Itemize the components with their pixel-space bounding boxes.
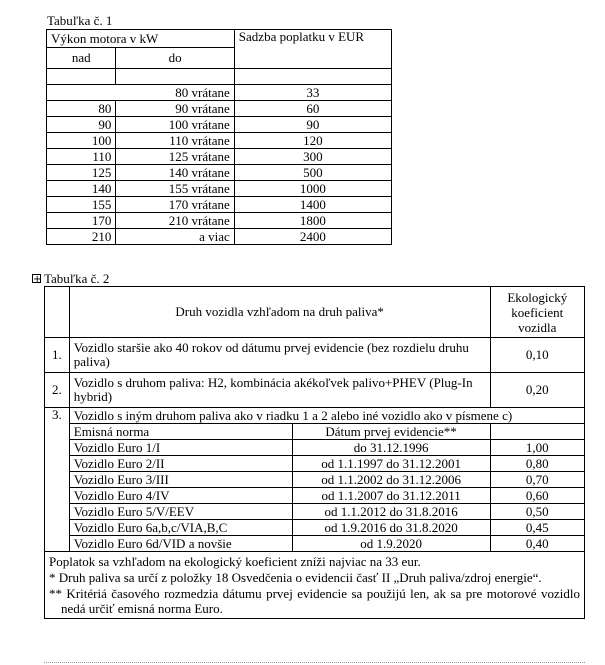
table2-row-num: 2. bbox=[45, 373, 70, 408]
table2-subrow bbox=[45, 520, 585, 536]
table2-subheader-row bbox=[45, 424, 585, 440]
table1-from-cell: 110 bbox=[47, 149, 116, 165]
table2-row-coef: 0,20 bbox=[490, 373, 584, 408]
table2-subrow-coef: 0,70 bbox=[490, 472, 584, 488]
table1-row bbox=[47, 213, 392, 229]
table1-gap-cell bbox=[234, 69, 391, 85]
table2-row-num: 3. bbox=[45, 408, 70, 552]
table2-subrow-coef: 0,60 bbox=[490, 488, 584, 504]
table2-subrow bbox=[45, 440, 585, 456]
table2-footnotes-row bbox=[45, 552, 585, 619]
table1-rate-cell: 33 bbox=[234, 85, 391, 101]
table2-subrow-norm: Vozidlo Euro 2/II bbox=[69, 456, 292, 472]
dotted-divider bbox=[44, 662, 585, 664]
footnote-main: Poplatok sa vzhľadom na ekologický koeficient zníži najviac na 33 eur. bbox=[49, 554, 421, 569]
table1-from-cell: 210 bbox=[47, 229, 116, 245]
table1-header-rate: Sadzba poplatku v EUR bbox=[234, 30, 391, 69]
table1-from-cell: 155 bbox=[47, 197, 116, 213]
table1-from-cell: 125 bbox=[47, 165, 116, 181]
table1-header-from: nad bbox=[47, 48, 116, 69]
table1-row bbox=[47, 181, 392, 197]
table1-rate-cell: 60 bbox=[234, 101, 391, 117]
table1-to-cell: 80 vrátane bbox=[47, 85, 235, 101]
table2-subrow bbox=[45, 456, 585, 472]
table1-row bbox=[47, 101, 392, 117]
table2-subrow-coef: 0,50 bbox=[490, 504, 584, 520]
table1-from-cell: 100 bbox=[47, 133, 116, 149]
table2-subrow-norm: Vozidlo Euro 3/III bbox=[69, 472, 292, 488]
table1-rate-cell: 1000 bbox=[234, 181, 391, 197]
table1-row bbox=[47, 197, 392, 213]
table2-subheader-norm: Emisná norma bbox=[69, 424, 292, 440]
table1-to-cell: 155 vrátane bbox=[116, 181, 234, 197]
table2-subheader-date: Dátum prvej evidencie** bbox=[292, 424, 490, 440]
table1-gap-cell bbox=[116, 69, 234, 85]
table1-row bbox=[47, 149, 392, 165]
table2-row-num: 1. bbox=[45, 338, 70, 373]
table1-to-cell: 90 vrátane bbox=[116, 101, 234, 117]
table-expand-icon[interactable]: + bbox=[33, 274, 42, 285]
table2-subrow-date: od 1.1.2002 do 31.12.2006 bbox=[292, 472, 490, 488]
table2-row-text: Vozidlo staršie ako 40 rokov od dátumu prvej evidencie (bez rozdielu druhu paliva) bbox=[69, 338, 490, 373]
table1-rate-cell: 500 bbox=[234, 165, 391, 181]
table2-subrow-date: od 1.1.1997 do 31.12.2001 bbox=[292, 456, 490, 472]
table2-header-type: Druh vozidla vzhľadom na druh paliva* bbox=[69, 287, 490, 338]
table1-row bbox=[47, 165, 392, 181]
table2-subrow-date: od 1.9.2016 do 31.8.2020 bbox=[292, 520, 490, 536]
table1-row bbox=[47, 133, 392, 149]
table2-row bbox=[45, 338, 585, 373]
table2-subrow-date: od 1.1.2012 do 31.8.2016 bbox=[292, 504, 490, 520]
table1-to-cell: 170 vrátane bbox=[116, 197, 234, 213]
table2-subrow-norm: Vozidlo Euro 1/I bbox=[69, 440, 292, 456]
table2-subrow-norm: Vozidlo Euro 4/IV bbox=[69, 488, 292, 504]
table1-from-cell: 140 bbox=[47, 181, 116, 197]
table2-subrow-norm: Vozidlo Euro 6a,b,c/VIA,B,C bbox=[69, 520, 292, 536]
table2-subrow bbox=[45, 536, 585, 552]
table2-subrow-date: do 31.12.1996 bbox=[292, 440, 490, 456]
table2-subrow bbox=[45, 504, 585, 520]
footnote-doublestar: ** Kritériá časového rozmedzia dátumu prvej evidencie sa použijú len, ak sa pre motorové vozidlo nedá určiť emisná norma Euro. bbox=[49, 586, 580, 616]
table2-row-text: Vozidlo s iným druhom paliva ako v riadku 1 a 2 alebo iné vozidlo ako v písmene c) bbox=[69, 408, 584, 424]
table2-subrow-date: od 1.1.2007 do 31.12.2011 bbox=[292, 488, 490, 504]
table1-from-cell: 90 bbox=[47, 117, 116, 133]
table1-to-cell: a viac bbox=[116, 229, 234, 245]
table1-rate-cell: 90 bbox=[234, 117, 391, 133]
table1 bbox=[46, 29, 392, 245]
table2-subrow-coef: 0,45 bbox=[490, 520, 584, 536]
table2-row bbox=[45, 408, 585, 424]
table1-rate-cell: 300 bbox=[234, 149, 391, 165]
table2-row-coef: 0,10 bbox=[490, 338, 584, 373]
table2-subrow-norm: Vozidlo Euro 6d/VID a novšie bbox=[69, 536, 292, 552]
table2-subrow-date: od 1.9.2020 bbox=[292, 536, 490, 552]
table1-header-power: Výkon motora v kW bbox=[47, 30, 235, 48]
table1-to-cell: 100 vrátane bbox=[116, 117, 234, 133]
table1-row bbox=[47, 117, 392, 133]
table1-rate-cell: 2400 bbox=[234, 229, 391, 245]
table1-to-cell: 110 vrátane bbox=[116, 133, 234, 149]
table2-header-num-cell bbox=[45, 287, 70, 338]
table2-subrow bbox=[45, 472, 585, 488]
table1-to-cell: 210 vrátane bbox=[116, 213, 234, 229]
table1-rate-cell: 1800 bbox=[234, 213, 391, 229]
table1-rate-cell: 1400 bbox=[234, 197, 391, 213]
table1-from-cell: 170 bbox=[47, 213, 116, 229]
table2-subheader-empty bbox=[490, 424, 584, 440]
table1-row bbox=[47, 229, 392, 245]
table2-row bbox=[45, 373, 585, 408]
table1-gap-cell bbox=[47, 69, 116, 85]
table1-header-to: do bbox=[116, 48, 234, 69]
table2-subrow-coef: 0,40 bbox=[490, 536, 584, 552]
table1-row bbox=[47, 85, 392, 101]
table1-from-cell: 80 bbox=[47, 101, 116, 117]
table2-row-text: Vozidlo s druhom paliva: H2, kombinácia akékoľvek palivo+PHEV (Plug-In hybrid) bbox=[69, 373, 490, 408]
footnote-star: * Druh paliva sa určí z položky 18 Osvedčenia o evidencii časť II „Druh paliva/zdroj energie“. bbox=[49, 570, 542, 585]
table2-subrow-norm: Vozidlo Euro 5/V/EEV bbox=[69, 504, 292, 520]
table2 bbox=[44, 286, 585, 619]
table2-subrow bbox=[45, 488, 585, 504]
table2-subrow-coef: 0,80 bbox=[490, 456, 584, 472]
table1-caption: Tabuľka č. 1 bbox=[47, 13, 113, 28]
table1-to-cell: 125 vrátane bbox=[116, 149, 234, 165]
table1-rate-cell: 120 bbox=[234, 133, 391, 149]
table2-footnotes bbox=[45, 552, 585, 619]
table2-caption: Tabuľka č. 2 bbox=[44, 271, 110, 286]
table2-subrow-coef: 1,00 bbox=[490, 440, 584, 456]
table2-header-coef: Ekologický koeficient vozidla bbox=[490, 287, 584, 338]
table1-to-cell: 140 vrátane bbox=[116, 165, 234, 181]
